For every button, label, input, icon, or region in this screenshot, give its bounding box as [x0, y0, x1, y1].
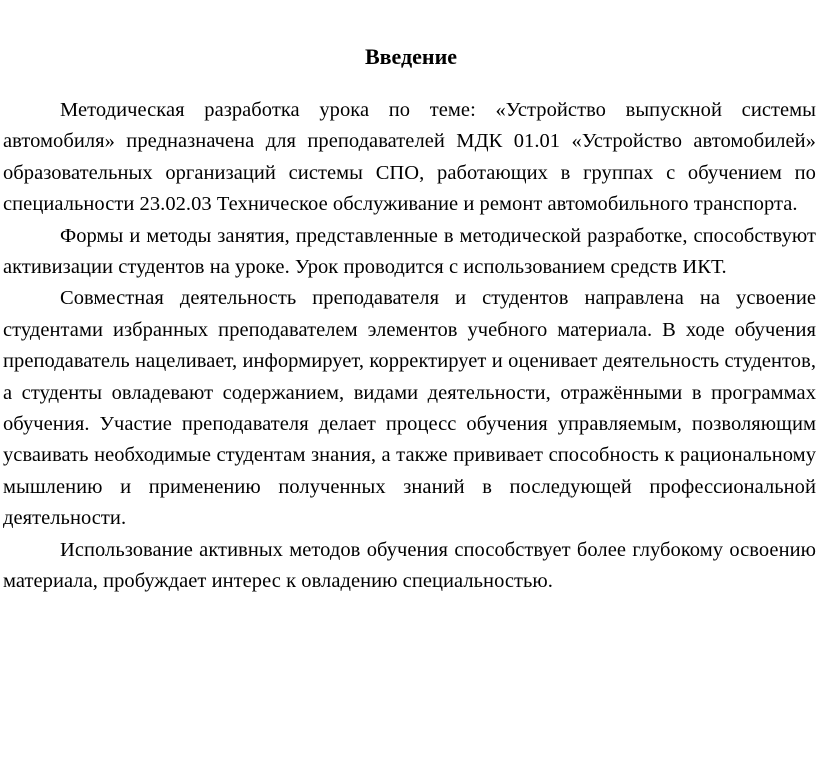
document-page: [3, 0, 816, 758]
paragraph-active-methods: Использование активных методов обучения способствует более глубокому освоению материала, пробуждает интерес к овладению специальностью.: [3, 538, 816, 593]
document-title: Введение: [364, 44, 458, 69]
paragraph-joint-activity: Совместная деятельность преподавателя и студентов направлена на усвоение студентами избранных преподавателем элементов учебного материала. В ходе обучения преподаватель нацеливает, информирует, корректирует и оценивает деятельность студентов, а студенты овладевают содержанием, видами деятельности, отражёнными в программах обучения. Участие преподавателя делает процесс обучения управляемым, позволяющим усваивать необходимые студентам знания, а также прививает способность к рациональному мышлению и применению полученных знаний в последующей профессиональной деятельности.: [3, 287, 816, 530]
paragraph-methods: Формы и методы занятия, представленные в методической разработке, способствуют активизации студентов на уроке. Урок проводится с использованием средств ИКТ.: [3, 224, 816, 279]
document-body: [3, 95, 816, 598]
paragraph-intro: Методическая разработка урока по теме: «Устройство выпускной системы автомобиля» предназначена для преподавателей МДК 01.01 «Устройство автомобилей» образовательных организаций системы СПО, работающих в группах с обучением по специальности 23.02.03 Техническое обслуживание и ремонт автомобильного транспорта.: [3, 99, 816, 216]
